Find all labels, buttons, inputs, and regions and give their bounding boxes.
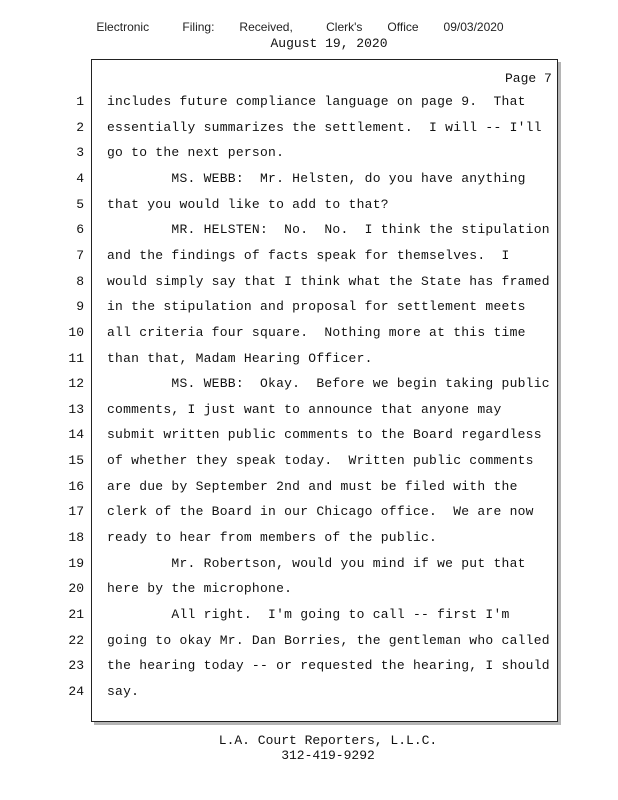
transcript-line <box>0 299 600 319</box>
line-text: clerk of the Board in our Chicago office. We are now <box>107 504 534 520</box>
line-text: includes future compliance language on page 9. That <box>107 94 526 109</box>
line-text: submit written public comments to the Board regardless <box>107 427 542 443</box>
transcript-line <box>0 376 600 396</box>
transcript-line <box>0 530 600 550</box>
page-number: Page 7 <box>505 71 552 86</box>
transcript-line <box>0 120 600 140</box>
line-number: 23 <box>68 658 84 674</box>
transcript-line <box>0 684 600 704</box>
transcript-line <box>0 351 600 371</box>
line-number: 2 <box>76 119 84 135</box>
line-text: ready to hear from members of the public. <box>107 530 438 546</box>
line-number: 1 <box>76 94 84 109</box>
line-text: in the stipulation and proposal for settlement meets <box>107 299 526 315</box>
line-text: are due by September 2nd and must be filed with the <box>107 478 518 494</box>
line-number: 24 <box>68 683 84 699</box>
line-number: 6 <box>76 222 84 238</box>
line-text: all criteria four square. Nothing more at this time <box>107 324 526 340</box>
line-number: 16 <box>68 478 84 494</box>
transcript-line <box>0 633 600 653</box>
line-number: 20 <box>68 581 84 597</box>
filing-stamp: Electronic Filing: Received, Clerk's Office 09/03/2020 <box>96 20 504 34</box>
transcript-line <box>0 581 600 601</box>
line-number: 19 <box>68 555 84 571</box>
line-text: essentially summarizes the settlement. I will -- I'll <box>107 119 542 135</box>
line-number: 3 <box>76 145 84 161</box>
line-text: go to the next person. <box>107 145 285 161</box>
line-text: the hearing today -- or requested the hearing, I should <box>107 658 550 674</box>
transcript-line <box>0 171 600 191</box>
line-number: 5 <box>76 196 84 212</box>
transcript-line <box>0 325 600 345</box>
transcript-line <box>0 658 600 678</box>
line-text: MR. HELSTEN: No. No. I think the stipulation <box>107 222 550 238</box>
line-number: 9 <box>76 299 84 315</box>
line-text: Mr. Robertson, would you mind if we put that <box>107 555 526 571</box>
transcript-line <box>0 248 600 268</box>
hearing-date: August 19, 2020 <box>270 36 388 51</box>
line-number: 14 <box>68 427 84 443</box>
line-text: and the findings of facts speak for themselves. I <box>107 247 510 263</box>
line-number: 12 <box>68 376 84 392</box>
transcript-line <box>0 607 600 627</box>
transcript-line <box>0 504 600 524</box>
line-number: 15 <box>68 453 84 469</box>
line-number: 11 <box>68 350 84 366</box>
transcript-line <box>0 222 600 242</box>
transcript-line <box>0 402 600 422</box>
line-number: 17 <box>68 504 84 520</box>
line-text: would simply say that I think what the State has framed <box>107 273 550 289</box>
line-number: 22 <box>68 632 84 648</box>
reporter-company: L.A. Court Reporters, L.L.C. <box>218 733 438 748</box>
line-number: 18 <box>68 530 84 546</box>
line-text: of whether they speak today. Written public comments <box>107 453 534 469</box>
transcript-line <box>0 453 600 473</box>
line-text: that you would like to add to that? <box>107 196 389 212</box>
line-text: comments, I just want to announce that anyone may <box>107 401 502 417</box>
line-text: MS. WEBB: Mr. Helsten, do you have anything <box>107 170 526 186</box>
line-number: 10 <box>68 324 84 340</box>
transcript-line <box>0 197 600 217</box>
transcript-line <box>0 427 600 447</box>
line-text: All right. I'm going to call -- first I'm <box>107 607 510 622</box>
line-text: than that, Madam Hearing Officer. <box>107 350 373 366</box>
line-text: going to okay Mr. Dan Borries, the gentleman who called <box>107 632 550 648</box>
line-text: here by the microphone. <box>107 581 293 597</box>
line-number: 4 <box>76 170 84 186</box>
reporter-phone: 312-419-9292 <box>281 748 375 763</box>
transcript-line <box>0 145 600 165</box>
transcript-line <box>0 94 600 114</box>
line-number: 21 <box>68 607 84 622</box>
line-number: 8 <box>76 273 84 289</box>
transcript-line <box>0 556 600 576</box>
line-number: 7 <box>76 247 84 263</box>
transcript-line <box>0 479 600 499</box>
transcript-line <box>0 274 600 294</box>
line-number: 13 <box>68 401 84 417</box>
line-text: MS. WEBB: Okay. Before we begin taking public <box>107 376 550 392</box>
line-text: say. <box>107 683 140 699</box>
